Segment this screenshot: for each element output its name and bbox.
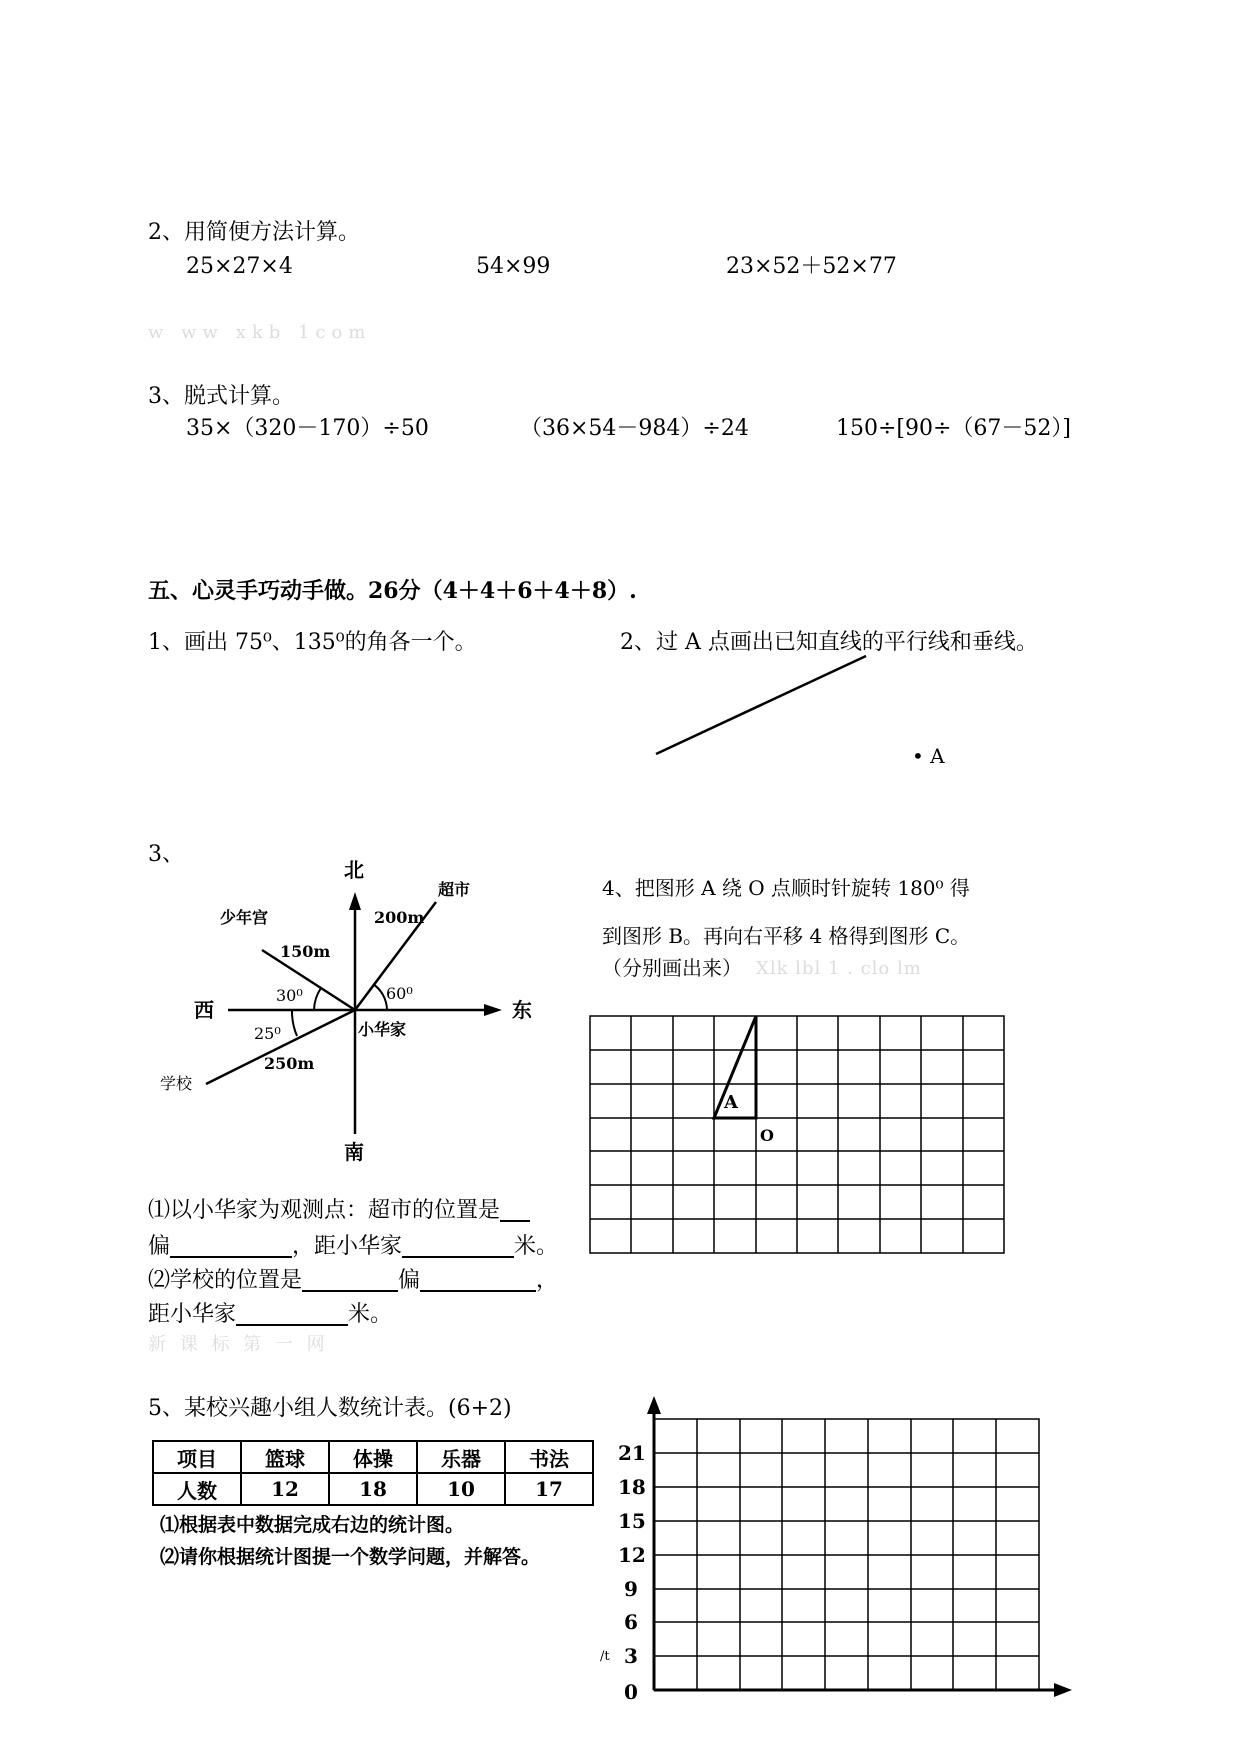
answer-blank-distance-1[interactable]	[402, 1236, 514, 1258]
q3-sub1-dist-text: ，距小华家	[292, 1234, 403, 1259]
q3-item-3: 150÷[90÷（67－52）]	[836, 416, 1072, 441]
label-center-home: 小华家	[358, 1020, 407, 1039]
label-palace: 少年宫	[220, 908, 269, 927]
answer-blank-distance-2[interactable]	[236, 1304, 348, 1326]
label-north: 北	[344, 858, 364, 882]
q3-sub1-unit: 米。	[514, 1234, 559, 1259]
q3-sub2-text: ⑵学校的位置是	[148, 1268, 303, 1293]
answer-blank-direction-1[interactable]	[500, 1200, 530, 1222]
given-line	[656, 656, 866, 754]
label-supermarket: 超市	[438, 880, 471, 899]
label-angle-25: 25⁰	[254, 1024, 281, 1043]
table-header-cell: 项目	[153, 1441, 241, 1473]
answer-blank-direction-4[interactable]	[420, 1270, 536, 1292]
label-angle-60: 60⁰	[386, 984, 413, 1003]
y-tick-label: 6	[624, 1610, 638, 1634]
q4-line-1: 4、把图形 A 绕 O 点顺时针旋转 180⁰ 得	[602, 876, 970, 900]
answer-blank-direction-3[interactable]	[302, 1270, 398, 1292]
stats-table	[152, 1440, 594, 1506]
watermark: Xlk lbl 1 . clo lm	[756, 958, 922, 979]
q3-sub2-unit: 米。	[348, 1302, 393, 1327]
answer-blank-direction-2[interactable]	[170, 1236, 292, 1258]
angle-arc-30	[314, 988, 321, 1010]
y-tick-label: 9	[624, 1577, 638, 1601]
q2-title: 2、用简便方法计算。	[148, 220, 360, 245]
east-arrow-icon	[484, 1004, 502, 1016]
compass-diagram	[206, 892, 502, 1134]
table-header-cell: 乐器	[417, 1441, 505, 1473]
q4-line-2: 到图形 B。再向右平移 4 格得到图形 C。	[602, 924, 971, 948]
q3-item-2: （36×54－984）÷24	[520, 416, 749, 441]
label-angle-30: 30⁰	[276, 986, 303, 1005]
label-supermarket-distance: 200m	[374, 908, 425, 927]
q3-number: 3、	[148, 842, 184, 867]
y-tick-label: 3	[624, 1644, 638, 1668]
q3-sub1-text: ⑴以小华家为观测点：超市的位置是	[148, 1198, 501, 1223]
q3-sub1-pian: 偏	[148, 1234, 171, 1259]
y-tick-label: 18	[618, 1475, 646, 1499]
angle-arc-60	[373, 984, 387, 1010]
table-cell: 10	[417, 1473, 505, 1505]
table-cell: 17	[505, 1473, 593, 1505]
table-cell: 18	[329, 1473, 417, 1505]
angle-arc-25	[292, 1010, 297, 1036]
q3-sub2-comma: ，	[536, 1268, 559, 1293]
y-tick-label: 21	[618, 1441, 646, 1465]
q2-item-2: 54×99	[476, 254, 551, 279]
shape-a-label: A	[724, 1092, 738, 1113]
rotation-grid	[590, 1016, 1004, 1253]
q2-item-1: 25×27×4	[186, 254, 293, 279]
label-west: 西	[194, 998, 214, 1022]
y-tick-label: 15	[618, 1509, 646, 1533]
q3-sub1-line2	[148, 1236, 558, 1258]
q2-text: 2、过 A 点画出已知直线的平行线和垂线。	[620, 630, 1038, 655]
q3-sub2-dist-text: 距小华家	[148, 1302, 237, 1327]
y-tick-label: 0	[624, 1680, 638, 1704]
q5-title: 5、某校兴趣小组人数统计表。(6+2)	[148, 1396, 512, 1421]
q3-sub2-pian: 偏	[398, 1268, 421, 1293]
table-cell: 人数	[153, 1473, 241, 1505]
q4-line-3: （分别画出来）	[602, 956, 742, 980]
label-east: 东	[512, 998, 532, 1022]
y-tick-label: 12	[618, 1543, 646, 1567]
q1-text: 1、画出 75⁰、135⁰的角各一个。	[148, 630, 477, 655]
table-header-cell: 篮球	[241, 1441, 329, 1473]
table-row	[153, 1473, 593, 1505]
label-south: 南	[344, 1140, 364, 1164]
q3-sub1-line1	[148, 1200, 530, 1222]
watermark: 新 课 标 第 一 网	[148, 1334, 329, 1355]
section-heading: 五、心灵手巧动手做。26分（4＋4＋6＋4＋8）.	[148, 578, 637, 604]
label-school: 学校	[160, 1074, 193, 1093]
table-row	[153, 1441, 593, 1473]
q2-item-3: 23×52＋52×77	[726, 254, 897, 279]
label-school-distance: 250m	[264, 1054, 315, 1073]
label-palace-distance: 150m	[280, 942, 331, 961]
q5-sub-1: ⑴根据表中数据完成右边的统计图。	[160, 1514, 465, 1536]
y-axis-arrow-icon	[647, 1396, 661, 1414]
point-o-label: O	[760, 1126, 774, 1145]
table-header-cell: 体操	[329, 1441, 417, 1473]
x-axis-arrow-icon	[1054, 1683, 1072, 1697]
q3-title: 3、脱式计算。	[148, 384, 294, 409]
table-header-cell: 书法	[505, 1441, 593, 1473]
q3-item-1: 35×（320－170）÷50	[186, 416, 429, 441]
table-cell: 12	[241, 1473, 329, 1505]
q5-sub-2: ⑵请你根据统计图提一个数学问题，并解答。	[160, 1546, 541, 1568]
q3-sub2-line1	[148, 1270, 558, 1292]
q3-sub2-line2	[148, 1304, 392, 1326]
north-arrow-icon	[349, 892, 361, 910]
watermark: w ww xkb 1com	[148, 322, 372, 343]
bar-chart-grid	[654, 1419, 1039, 1690]
point-a-label: • A	[912, 744, 945, 768]
chart-side-mark: /t	[600, 1649, 610, 1664]
